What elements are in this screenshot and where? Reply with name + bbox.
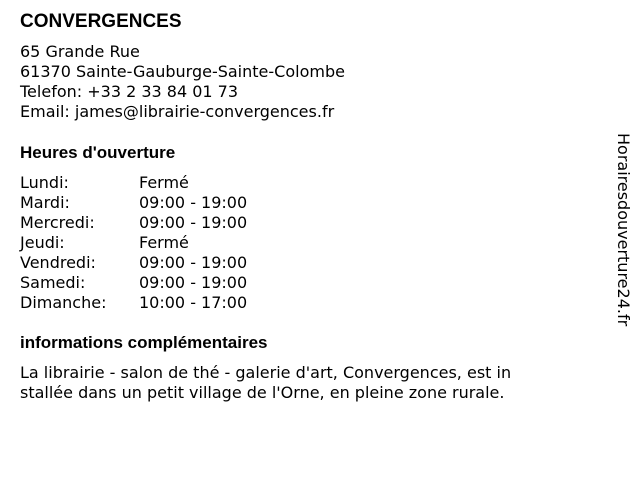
opening-hours-heading: Heures d'ouverture [20,143,176,162]
additional-info-text [20,363,580,403]
time-value: Fermé [139,173,189,192]
time-value: 09:00 - 19:00 [139,273,248,292]
description-line: stallée dans un petit village de l'Orne, en pleine zone rurale. [20,383,505,402]
address-street: 65 Grande Rue [20,42,140,61]
time-value: 09:00 - 19:00 [139,253,248,272]
day-label: Lundi: [20,173,69,192]
additional-info-heading: informations complémentaires [20,333,268,352]
day-label: Mardi: [20,193,70,212]
day-label: Mercredi: [20,213,95,232]
day-label: Samedi: [20,273,86,292]
hours-row-friday [20,253,600,273]
time-value: 10:00 - 17:00 [139,293,248,312]
contact-block [20,42,600,122]
hours-row-monday [20,173,600,193]
site-brand-watermark: Horairesdouverture24.fr [614,133,633,327]
hours-row-thursday [20,233,600,253]
day-label: Jeudi: [20,233,65,252]
time-value: 09:00 - 19:00 [139,193,248,212]
day-label: Dimanche: [20,293,107,312]
time-value: Fermé [139,233,189,252]
business-name: CONVERGENCES [20,11,182,32]
hours-row-wednesday [20,213,600,233]
email-address: Email: james@librairie-convergences.fr [20,102,335,121]
description-line: La librairie - salon de thé - galerie d'art, Convergences, est in [20,363,512,382]
address-city: 61370 Sainte-Gauburge-Sainte-Colombe [20,62,345,81]
hours-row-saturday [20,273,600,293]
day-label: Vendredi: [20,253,96,272]
hours-row-tuesday [20,193,600,213]
business-card [20,11,600,403]
hours-row-sunday [20,293,600,313]
opening-hours-table [20,173,600,313]
phone-number: Telefon: +33 2 33 84 01 73 [20,82,239,101]
time-value: 09:00 - 19:00 [139,213,248,232]
